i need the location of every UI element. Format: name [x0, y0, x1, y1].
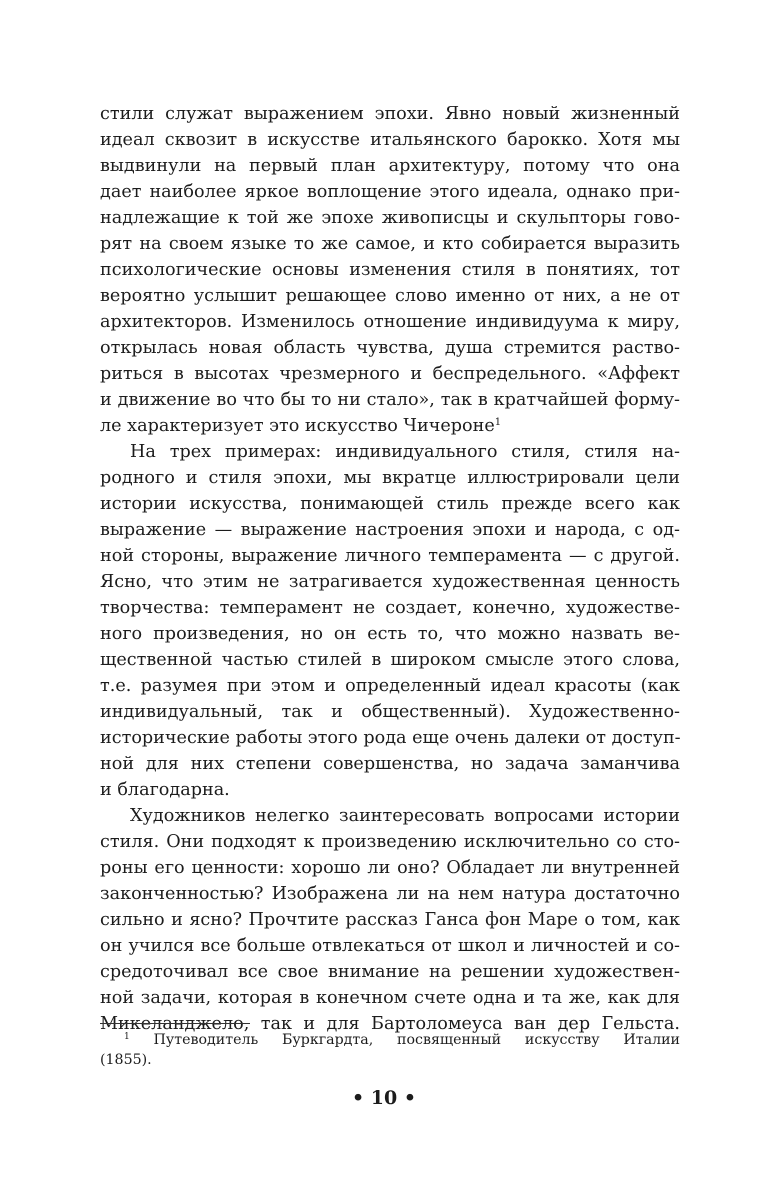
- text-line-15: родного и стиля эпохи, мы вкратце иллюстрировали цели: [100, 468, 680, 488]
- text-line-2: идеал сквозит в искусстве итальянского барокко. Хотя мы: [100, 130, 680, 150]
- text-line-17: выражение — выражение настроения эпохи и народа, с од-: [100, 520, 680, 540]
- text-line-14: На трех примерах: индивидуального стиля, стиля на-: [130, 442, 680, 462]
- text-line-34: средоточивал все свое внимание на решении художествен-: [100, 962, 680, 982]
- text-line-3: выдвинули на первый план архитектуру, потому что она: [100, 156, 680, 176]
- text-line-13-text: ле характеризует это искусство Чичероне: [100, 416, 495, 436]
- text-line-31: законченностью? Изображена ли на нем натура достаточно: [100, 884, 680, 904]
- text-line-4: дает наиболее яркое воплощение этого идеала, однако при-: [100, 182, 680, 202]
- text-line-16: истории искусства, понимающей стиль прежде всего как: [100, 494, 680, 514]
- page-number: • 10 •: [352, 1087, 416, 1109]
- text-line-6: рят на своем языке то же самое, и кто собирается выразить: [100, 234, 680, 254]
- text-line-30: роны его ценности: хорошо ли оно? Обладает ли внутренней: [100, 858, 680, 878]
- text-line-10: открылась новая область чувства, душа стремится раство-: [100, 338, 680, 358]
- footnote-divider: [100, 1023, 250, 1024]
- text-line-33: он учился все больше отвлекаться от школ и личностей и со-: [100, 936, 680, 956]
- text-line-36: Микеланджело, так и для Бартоломеуса ван дер Гельста.: [100, 1014, 680, 1034]
- text-line-25: исторические работы этого рода еще очень далеки от доступ-: [100, 728, 681, 748]
- text-line-23: т.е. разумея при этом и определенный идеал красоты (как: [100, 676, 680, 696]
- text-line-32: сильно и ясно? Прочтите рассказ Ганса фон Маре о том, как: [100, 910, 680, 930]
- footnote-number: 1: [124, 1032, 130, 1042]
- text-line-18: ной стороны, выражение личного темперамента — с другой.: [100, 546, 680, 566]
- footnote-line-1: [124, 1030, 680, 1050]
- text-line-8: вероятно услышит решающее слово именно от них, а не от: [100, 286, 680, 306]
- text-line-20: творчества: темперамент не создает, конечно, художестве-: [100, 598, 680, 618]
- text-line-12: и движение во что бы то ни стало», так в кратчайшей форму-: [100, 390, 680, 410]
- text-line-11: риться в высотах чрезмерного и беспредельного. «Аффект: [100, 364, 680, 384]
- text-line-7: психологические основы изменения стиля в понятиях, тот: [100, 260, 680, 280]
- text-line-24: индивидуальный, так и общественный). Художественно-: [100, 702, 680, 722]
- text-line-22: щественной частью стилей в широком смысле этого слова,: [100, 650, 680, 670]
- text-line-19: Ясно, что этим не затрагивается художественная ценность: [100, 572, 680, 592]
- text-line-27: и благодарна.: [100, 780, 230, 800]
- footnote-reference[interactable]: 1: [494, 417, 502, 428]
- text-line-5: надлежащие к той же эпохе живописцы и скульпторы гово-: [100, 208, 680, 228]
- text-line-26: ной для них степени совершенства, но задача заманчива: [100, 754, 680, 774]
- text-line-28: Художников нелегко заинтересовать вопросами истории: [130, 806, 680, 826]
- text-line-9: архитекторов. Изменилось отношение индивидуума к миру,: [100, 312, 680, 332]
- text-line-13: [100, 413, 680, 439]
- footnote-text-1: Путеводитель Буркгардта, посвященный искусству Италии: [153, 1032, 680, 1048]
- footnote-line-2: (1855).: [100, 1052, 152, 1068]
- text-line-1: стили служат выражением эпохи. Явно новый жизненный: [100, 104, 680, 124]
- text-line-21: ного произведения, но он есть то, что можно назвать ве-: [100, 624, 680, 644]
- text-line-35: ной задачи, которая в конечном счете одна и та же, как для: [100, 988, 680, 1008]
- text-line-29: стиля. Они подходят к произведению исключительно со сто-: [100, 832, 680, 852]
